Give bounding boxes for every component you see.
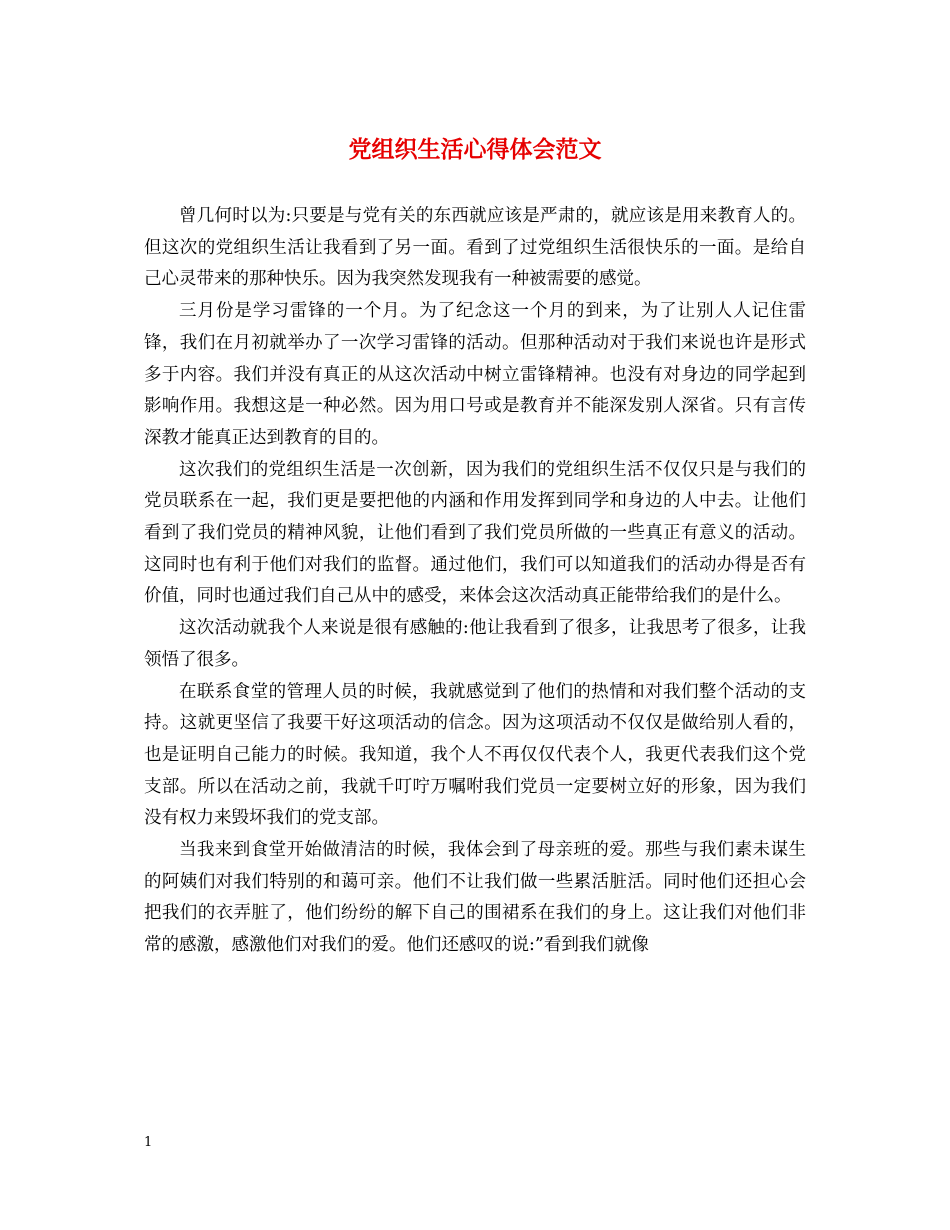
paragraph: 当我来到食堂开始做清洁的时候，我体会到了母亲班的爱。那些与我们素未谋生的阿姨们对我们特别的和蔼可亲。他们不让我们做一些累活脏活。同时他们还担心会把我们的衣弄脏了，他们纷纷的解下自己的围裙系在我们的身上。这让我们对他们非常的感激，感激他们对我们的爱。他们还感叹的说:”看到我们就像 — [144, 840, 806, 956]
document-body — [144, 201, 806, 962]
paragraph: 三月份是学习雷锋的一个月。为了纪念这一个月的到来，为了让别人人记住雷锋，我们在月初就举办了一次学习雷锋的活动。但那种活动对于我们来说也许是形式多于内容。我们并没有真正的从这次活动中树立雷锋精神。也没有对身边的同学起到影响作用。我想这是一种必然。因为用口号或是教育并不能深发别人深省。只有言传深教才能真正达到教育的目的。 — [144, 301, 806, 448]
paragraph: 曾几何时以为:只要是与党有关的东西就应该是严肃的，就应该是用来教育人的。但这次的党组织生活让我看到了另一面。看到了过党组织生活很快乐的一面。是给自己心灵带来的那种快乐。因为我突然发现我有一种被需要的感觉。 — [144, 206, 806, 290]
paragraph: 在联系食堂的管理人员的时候，我就感觉到了他们的热情和对我们整个活动的支持。这就更坚信了我要干好这项活动的信念。因为这项活动不仅仅是做给别人看的，也是证明自己能力的时候。我知道，我个人不再仅仅代表个人，我更代表我们这个党支部。所以在活动之前，我就千叮咛万嘱咐我们党员一定要树立好的形象，因为我们没有权力来毁坏我们的党支部。 — [144, 681, 806, 829]
paragraph: 这次活动就我个人来说是很有感触的:他让我看到了很多，让我思考了很多，让我领悟了很多。 — [144, 618, 806, 670]
document-title: 党组织生活心得体会范文 — [348, 136, 602, 163]
page-number: 1 — [144, 1135, 153, 1150]
paragraph: 这次我们的党组织生活是一次创新，因为我们的党组织生活不仅仅只是与我们的党员联系在一起，我们更是要把他的内涵和作用发挥到同学和身边的人中去。让他们看到了我们党员的精神风貌，让他们看到了我们党员所做的一些真正有意义的活动。这同时也有利于他们对我们的监督。通过他们，我们可以知道我们的活动办得是否有价值，同时也通过我们自己从中的感受，来体会这次活动真正能带给我们的是什么。 — [144, 459, 806, 607]
